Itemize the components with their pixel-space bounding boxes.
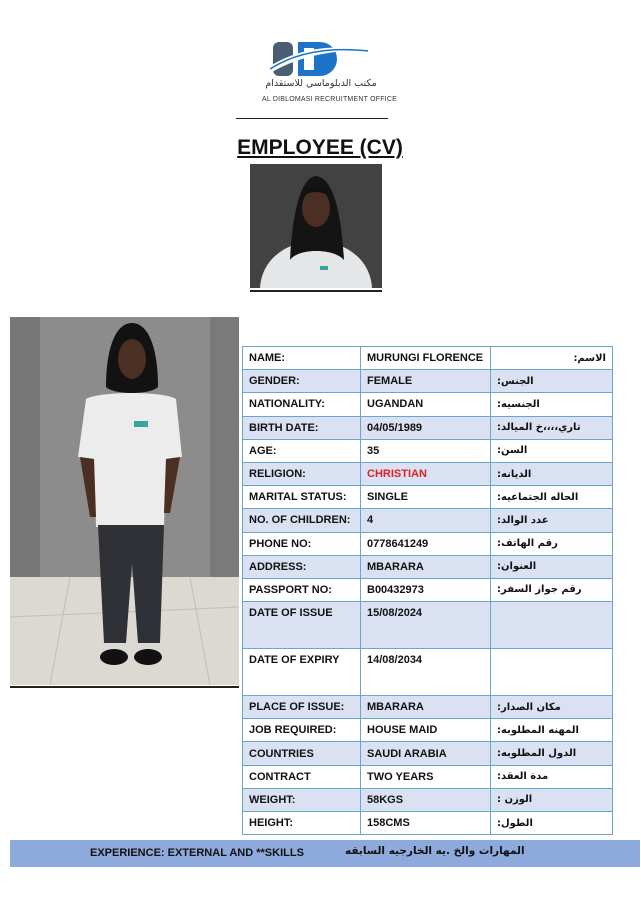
field-label: JOB REQUIRED: <box>243 719 361 742</box>
field-label-arabic: الدول المطلوبه: <box>491 742 613 765</box>
field-label: PLACE OF ISSUE: <box>243 696 361 719</box>
table-row <box>243 509 613 532</box>
field-label: HEIGHT: <box>243 812 361 835</box>
full-body-photo <box>10 317 239 685</box>
field-label-arabic: العنوان: <box>491 555 613 578</box>
field-value: CHRISTIAN <box>361 462 491 485</box>
field-label: WEIGHT: <box>243 788 361 811</box>
experience-label: EXPERIENCE: EXTERNAL AND **SKILLS <box>90 847 304 859</box>
table-row <box>243 555 613 578</box>
field-label-arabic: المهنه المطلوبه: <box>491 719 613 742</box>
field-value: HOUSE MAID <box>361 719 491 742</box>
field-value: 4 <box>361 509 491 532</box>
table-row <box>243 602 613 649</box>
field-label-arabic: السن: <box>491 439 613 462</box>
field-label: BIRTH DATE: <box>243 416 361 439</box>
logo-arabic-name: مكتب الدبلوماسي للاستقدام <box>265 78 377 89</box>
field-label: NO. OF CHILDREN: <box>243 509 361 532</box>
field-label: PASSPORT NO: <box>243 578 361 601</box>
field-label-arabic: الطول: <box>491 812 613 835</box>
field-label: NAME: <box>243 347 361 370</box>
field-label-arabic: الحاله الجتماعيه: <box>491 486 613 509</box>
field-value: 35 <box>361 439 491 462</box>
field-value: B00432973 <box>361 578 491 601</box>
field-label: MARITAL STATUS: <box>243 486 361 509</box>
table-row <box>243 416 613 439</box>
table-row <box>243 719 613 742</box>
field-value: 15/08/2024 <box>361 602 491 649</box>
field-value: 0778641249 <box>361 532 491 555</box>
field-label: COUNTRIES <box>243 742 361 765</box>
divider <box>250 290 382 292</box>
experience-label-arabic: المهارات والخ .يه الخارجيه السابقه <box>345 845 525 857</box>
field-value: MBARARA <box>361 696 491 719</box>
company-logo <box>262 38 397 110</box>
field-value: TWO YEARS <box>361 765 491 788</box>
field-label-arabic <box>491 602 613 649</box>
document-title: EMPLOYEE (CV) <box>237 136 403 159</box>
table-row <box>243 788 613 811</box>
field-value: MBARARA <box>361 555 491 578</box>
table-row <box>243 765 613 788</box>
field-label: CONTRACT <box>243 765 361 788</box>
field-value: 14/08/2034 <box>361 649 491 696</box>
field-label-arabic: مكان الصدار: <box>491 696 613 719</box>
field-value: UGANDAN <box>361 393 491 416</box>
logo-mark-icon <box>262 38 380 78</box>
field-label: RELIGION: <box>243 462 361 485</box>
field-label-arabic: مدة العقد: <box>491 765 613 788</box>
table-row <box>243 347 613 370</box>
divider <box>236 118 388 119</box>
field-value: SINGLE <box>361 486 491 509</box>
field-label-arabic: الجنسيه: <box>491 393 613 416</box>
field-value: MURUNGI FLORENCE <box>361 347 491 370</box>
table-row <box>243 370 613 393</box>
table-row <box>243 393 613 416</box>
table-row <box>243 649 613 696</box>
cv-details-table <box>242 346 613 835</box>
field-label: AGE: <box>243 439 361 462</box>
table-row <box>243 812 613 835</box>
table-row <box>243 462 613 485</box>
field-value: FEMALE <box>361 370 491 393</box>
field-label-arabic: الجنس: <box>491 370 613 393</box>
table-row <box>243 696 613 719</box>
field-value: SAUDI ARABIA <box>361 742 491 765</box>
table-row <box>243 486 613 509</box>
field-label: ADDRESS: <box>243 555 361 578</box>
logo-english-name: AL DIBLOMASI RECRUITMENT OFFICE <box>262 96 397 103</box>
field-value: 04/05/1989 <box>361 416 491 439</box>
field-label: GENDER: <box>243 370 361 393</box>
field-label-arabic: تاري،،،،خ الميالد: <box>491 416 613 439</box>
field-label: PHONE NO: <box>243 532 361 555</box>
field-label-arabic <box>491 649 613 696</box>
portrait-photo <box>250 164 382 288</box>
field-label: DATE OF ISSUE <box>243 602 361 649</box>
table-row <box>243 439 613 462</box>
field-value: 158CMS <box>361 812 491 835</box>
field-label-arabic: الوزن : <box>491 788 613 811</box>
field-label: DATE OF EXPIRY <box>243 649 361 696</box>
field-label-arabic: الديانه: <box>491 462 613 485</box>
field-value: 58KGS <box>361 788 491 811</box>
field-label-arabic: رقم جواز السفر: <box>491 578 613 601</box>
experience-section-header <box>10 840 640 867</box>
table-row <box>243 578 613 601</box>
field-label-arabic: رقم الهاتف: <box>491 532 613 555</box>
field-label-arabic: الاسم: <box>491 347 613 370</box>
table-row <box>243 532 613 555</box>
divider <box>10 686 239 688</box>
field-label-arabic: عدد الوالد: <box>491 509 613 532</box>
table-row <box>243 742 613 765</box>
field-label: NATIONALITY: <box>243 393 361 416</box>
